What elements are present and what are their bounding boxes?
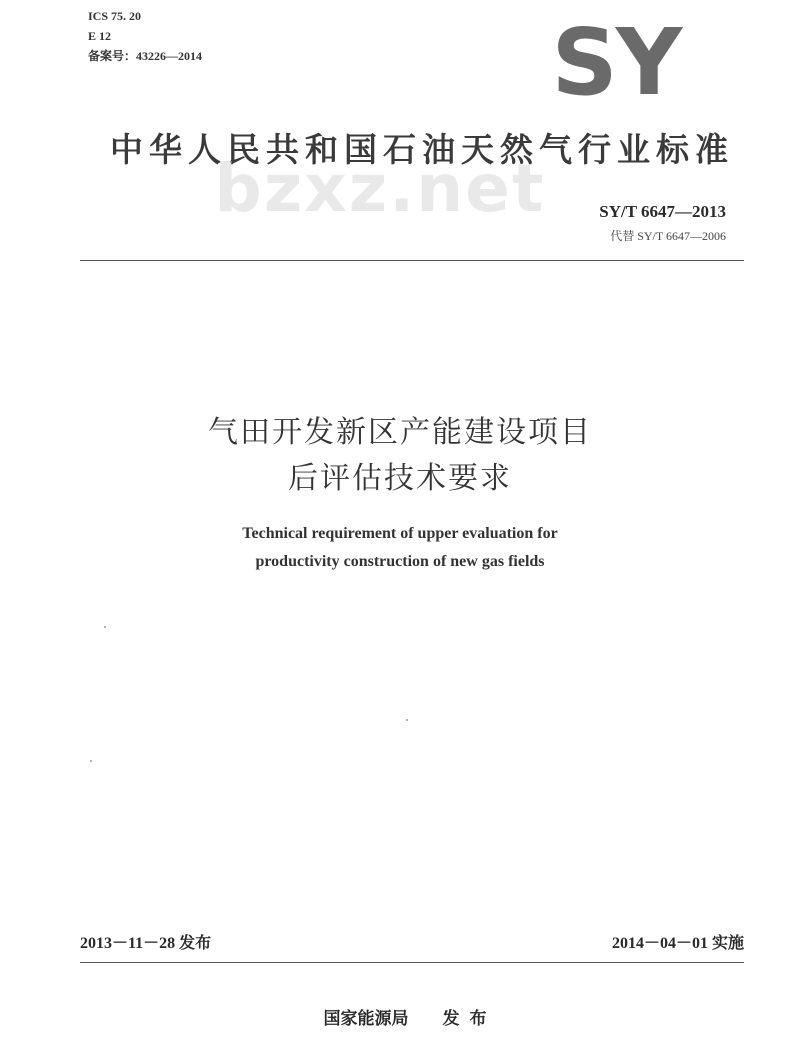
publisher-label: 发布 [442, 1009, 497, 1029]
document-metadata [88, 6, 202, 66]
implementation-date: 2014－04－01 [611, 935, 708, 952]
standard-code-block [599, 202, 726, 244]
standard-number: SY/T 6647—2013 [599, 202, 726, 221]
english-title-line-1: Technical requirement of upper evaluation for [242, 525, 558, 542]
scan-speck [406, 719, 408, 721]
scan-speck [90, 760, 92, 762]
issue-date: 2013－11－28 [80, 935, 176, 952]
implementation-date-line [612, 930, 744, 953]
publisher-name: 国家能源局 [323, 1009, 409, 1029]
english-title-line-2: productivity construction of new gas fields [255, 553, 545, 570]
bottom-divider [80, 962, 744, 963]
chinese-title-line-1: 气田开发新区产能建设项目 [208, 415, 592, 450]
ics-code: ICS 75. 20 [88, 9, 142, 23]
english-title [100, 520, 700, 576]
standard-category-title: 中华人民共和国石油天然气行业标准 [110, 130, 734, 169]
issue-label: 发布 [179, 933, 212, 952]
scan-speck [104, 626, 106, 628]
publisher-line [0, 1004, 800, 1029]
chinese-title [100, 410, 700, 502]
watermark: bzxz.net [214, 150, 546, 227]
classification-code: E 12 [88, 29, 112, 43]
implementation-label: 实施 [711, 933, 744, 952]
sy-logo: SY [551, 24, 681, 102]
record-number: 备案号：43226—2014 [88, 49, 203, 63]
chinese-title-line-2: 后评估技术要求 [288, 461, 512, 496]
top-divider [80, 260, 744, 261]
issue-date-line [80, 930, 211, 953]
replaces-standard: 代替 SY/T 6647—2006 [610, 229, 726, 243]
